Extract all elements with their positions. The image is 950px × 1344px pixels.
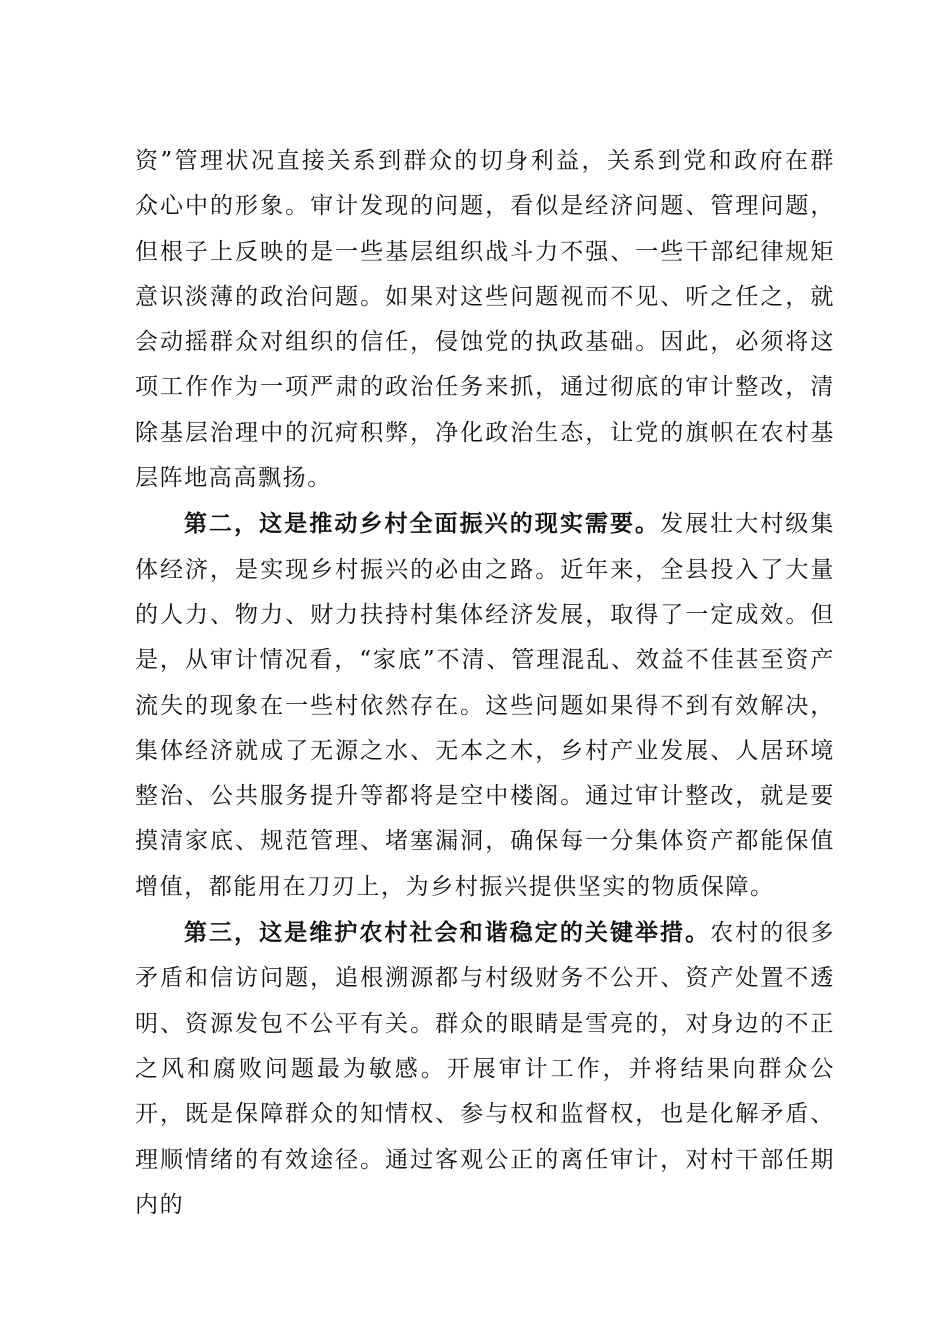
paragraph-1	[135, 138, 835, 501]
paragraph-3-text: 农村的很多矛盾和信访问题，追根溯源都与村级财务不公开、资产处置不透明、资源发包不公平有关。群众的眼睛是雪亮的，对身边的不正之风和腐败问题最为敏感。开展审计工作，并将结果向群众公开，既是保障群众的知情权、参与权和监督权，也是化解矛盾、理顺情绪的有效途径。通过客观公正的离任审计，对村干部任期内的	[135, 920, 835, 1218]
paragraph-3-lead: 第三，这是维护农村社会和谐稳定的关键举措。	[184, 919, 711, 947]
document-body	[135, 138, 835, 1228]
paragraph-1-text: 资”管理状况直接关系到群众的切身利益，关系到党和政府在群众心中的形象。审计发现的问题，看似是经济问题、管理问题，但根子上反映的是一些基层组织战斗力不强、一些干部纪律规矩意识淡薄的政治问题。如果对这些问题视而不见、听之任之，就会动摇群众对组织的信任，侵蚀党的执政基础。因此，必须将这项工作作为一项严肃的政治任务来抓，通过彻底的审计整改，清除基层治理中的沉疴积弊，净化政治生态，让党的旗帜在农村基层阵地高高飘扬。	[135, 148, 835, 492]
paragraph-3	[135, 910, 835, 1228]
paragraph-2	[135, 501, 835, 910]
paragraph-2-text: 发展壮大村级集体经济，是实现乡村振兴的必由之路。近年来，全县投入了大量的人力、物力、财力扶持村集体经济发展，取得了一定成效。但是，从审计情况看，“家底”不清、管理混乱、效益不佳甚至资产流失的现象在一些村依然存在。这些问题如果得不到有效解决，集体经济就成了无源之水、无本之木，乡村产业发展、人居环境整治、公共服务提升等都将是空中楼阁。通过审计整改，就是要摸清家底、规范管理、堵塞漏洞，确保每一分集体资产都能保值增值，都能用在刀刃上，为乡村振兴提供坚实的物质保障。	[135, 511, 835, 900]
paragraph-2-lead: 第二，这是推动乡村全面振兴的现实需要。	[184, 510, 661, 538]
